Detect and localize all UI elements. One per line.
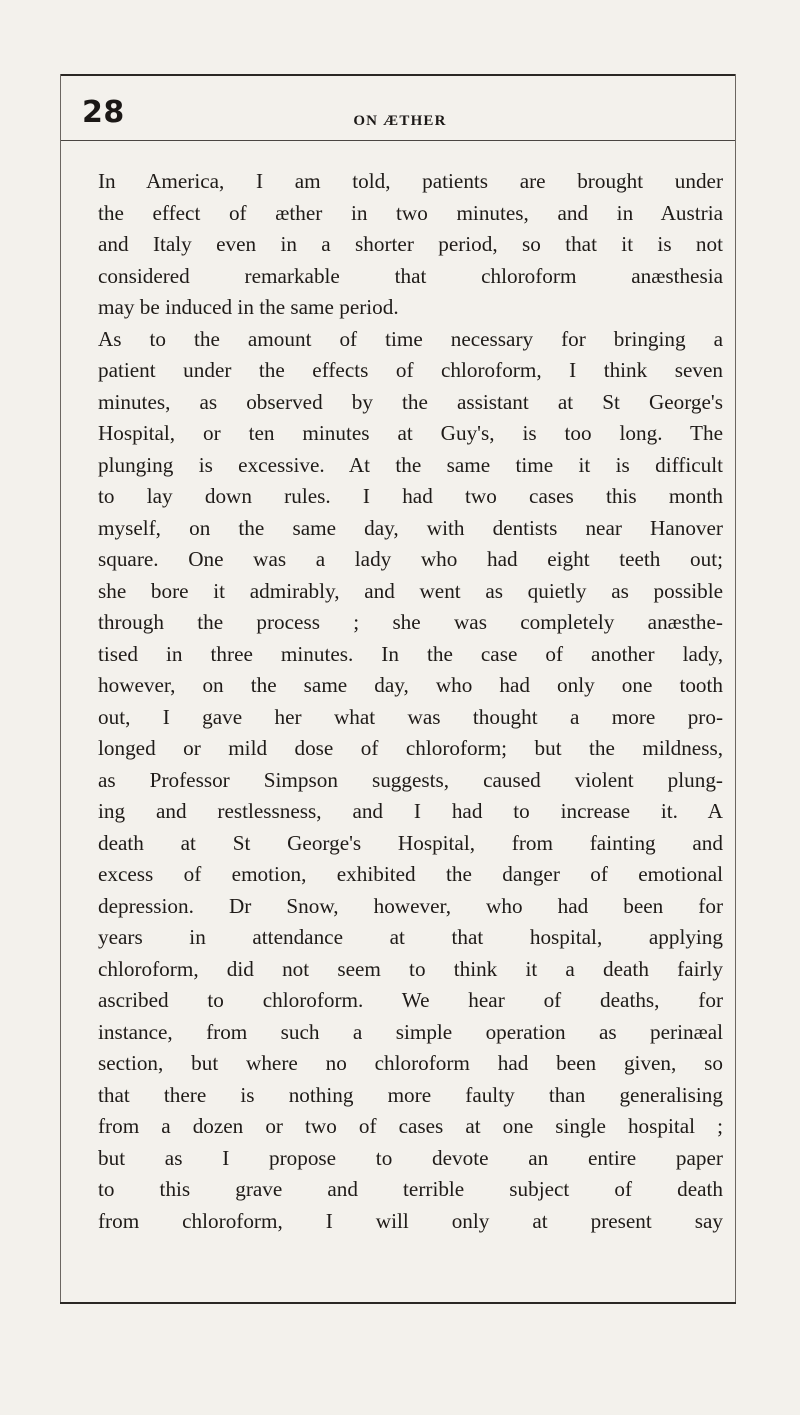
text-line: to this grave and terrible subject of death <box>98 1177 723 1201</box>
text-line: As to the amount of time necessary for bringing a <box>98 326 723 351</box>
text-line: as Professor Simpson suggests, caused violent plung- <box>98 767 723 792</box>
text-line: minutes, as observed by the assistant at St George's <box>98 389 723 414</box>
text-line: chloroform, did not seem to think it a death fairly <box>98 956 723 981</box>
text-line: she bore it admirably, and went as quietly as possible <box>98 578 723 603</box>
text-line: through the process ; she was completely anæsthe- <box>98 610 723 634</box>
text-line: from chloroform, I will only at present say <box>98 1208 723 1233</box>
text-line: death at St George's Hospital, from fainting and <box>98 830 723 855</box>
text-line: excess of emotion, exhibited the danger of emotional <box>98 862 723 886</box>
text-line: ing and restlessness, and I had to increase it. A <box>98 799 723 823</box>
text-line: the effect of æther in two minutes, and in Austria <box>98 200 723 225</box>
text-line: may be induced in the same period. <box>98 295 399 319</box>
text-line: square. One was a lady who had eight teeth out; <box>98 547 723 571</box>
text-line: and Italy even in a shorter period, so that it is not <box>98 232 723 256</box>
text-line: instance, from such a simple operation as perinæal <box>98 1019 723 1044</box>
text-line: In America, I am told, patients are brought under <box>98 169 723 193</box>
text-line: myself, on the same day, with dentists near Hanover <box>98 515 723 540</box>
text-line: but as I propose to devote an entire paper <box>98 1145 723 1170</box>
page-bottom-rule <box>60 1302 736 1304</box>
text-line: out, I gave her what was thought a more pro- <box>98 704 723 729</box>
text-line: ascribed to chloroform. We hear of deaths, for <box>98 988 723 1012</box>
text-line: longed or mild dose of chloroform; but the mildness, <box>98 736 723 760</box>
running-head: ON ÆTHER <box>353 113 447 129</box>
page-top-rule <box>60 74 736 76</box>
text-line: that there is nothing more faulty than generalising <box>98 1082 723 1107</box>
text-line: however, on the same day, who had only one tooth <box>98 673 723 697</box>
text-line: Hospital, or ten minutes at Guy's, is too long. The <box>98 421 723 445</box>
header-rule <box>60 140 736 141</box>
text-line: from a dozen or two of cases at one single hospital ; <box>98 1114 723 1138</box>
page-number: 28 <box>82 95 125 130</box>
text-line: patient under the effects of chloroform, I think seven <box>98 358 723 382</box>
text-line: section, but where no chloroform had been given, so <box>98 1051 723 1075</box>
body-text <box>98 166 723 1237</box>
text-line: considered remarkable that chloroform anæsthesia <box>98 263 723 288</box>
text-line: years in attendance at that hospital, applying <box>98 925 723 949</box>
text-line: to lay down rules. I had two cases this month <box>98 484 723 508</box>
text-line: plunging is excessive. At the same time it is difficult <box>98 452 723 477</box>
page-right-rule <box>735 74 736 1304</box>
text-line: depression. Dr Snow, however, who had been for <box>98 893 723 918</box>
text-line: tised in three minutes. In the case of another lady, <box>98 641 723 666</box>
page-left-rule <box>60 74 61 1304</box>
